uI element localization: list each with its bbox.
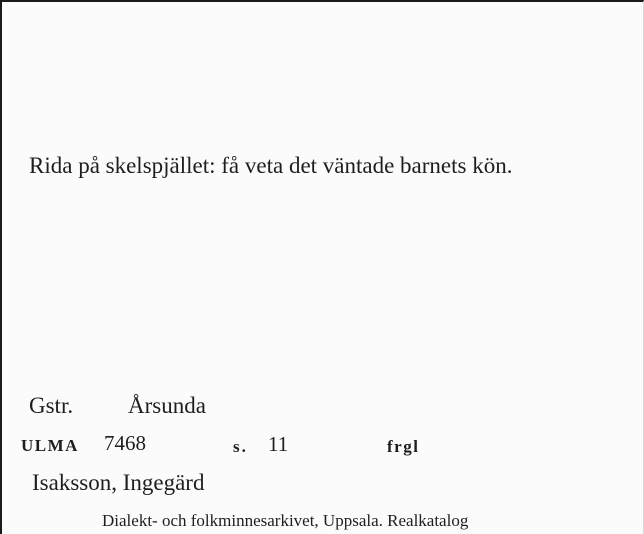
archive-label: ULMA bbox=[21, 436, 79, 455]
page-label: s. bbox=[233, 437, 248, 456]
card-text: Rida på skelspjället: få veta det väntade barnets kön. bbox=[29, 153, 513, 178]
record-type-code: frgl bbox=[387, 437, 420, 456]
archive-footer: Dialekt- och folkminnesarkivet, Uppsala. Realkatalog bbox=[102, 511, 469, 530]
province-abbreviation: Gstr. bbox=[29, 393, 74, 418]
archive-number: 7468 bbox=[104, 431, 146, 455]
collector-name: Isaksson, Ingegärd bbox=[32, 470, 205, 495]
parish-name: Årsunda bbox=[128, 393, 206, 418]
page-number: 11 bbox=[268, 432, 289, 456]
